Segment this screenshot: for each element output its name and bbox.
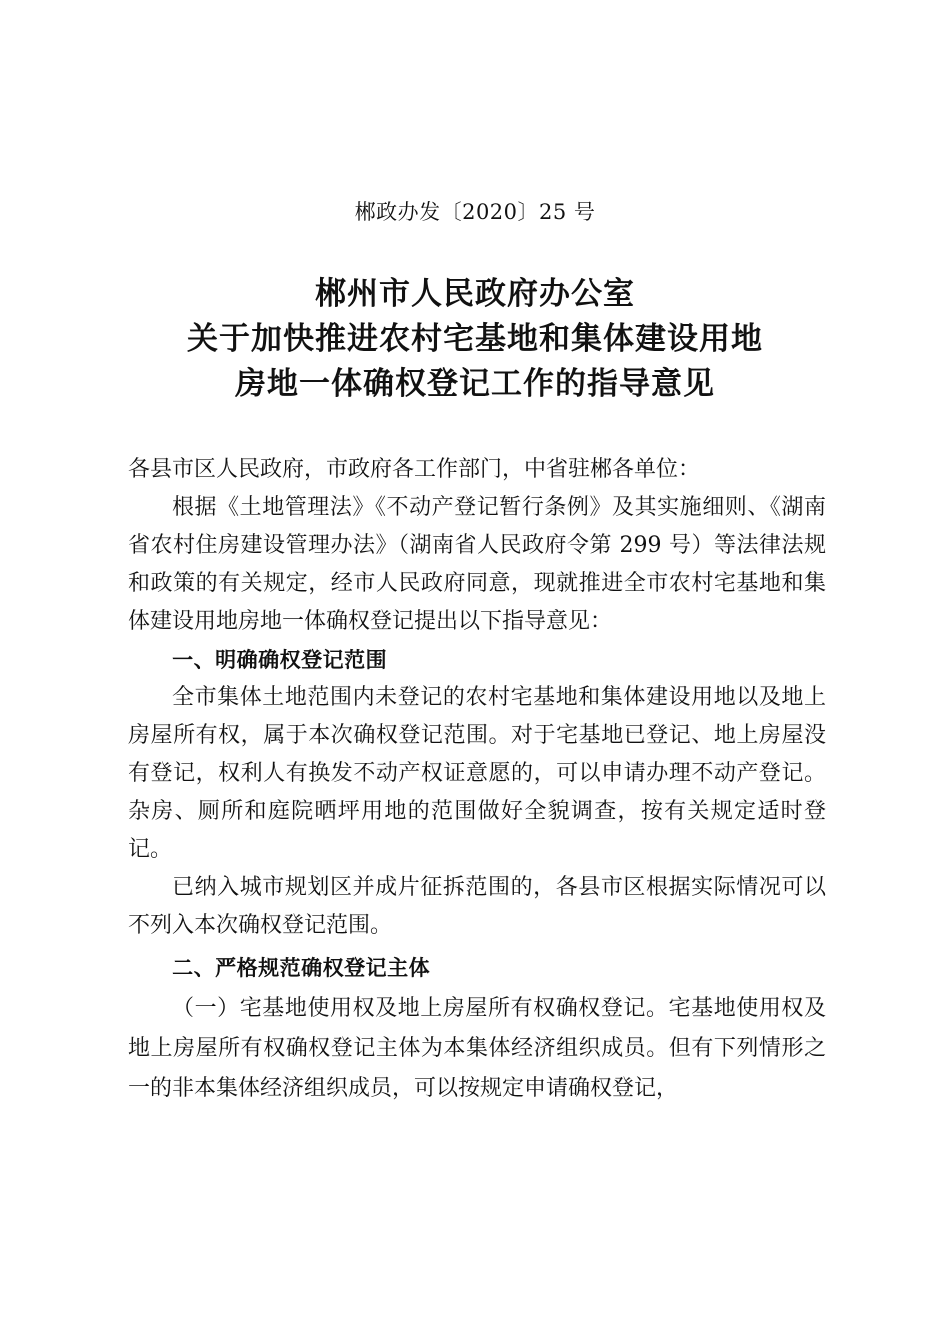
title-line-2: 关于加快推进农村宅基地和集体建设用地	[187, 321, 763, 357]
paragraph-intro: 根据《土地管理法》《不动产登记暂行条例》及其实施细则、《湖南省农村住房建设管理办法》（湖南省人民政府令第 299 号）等法律法规和政策的有关规定，经市人民政府同意，现就推进全市农村宅基地和集体建设用地房地一体确权登记提出以下指导意见：	[128, 495, 826, 634]
document-number: 郴政办发〔2020〕25 号	[354, 200, 596, 224]
paragraph-exclusion: 已纳入城市规划区并成片征拆范围的，各县市区根据实际情况可以不列入本次确权登记范围。	[128, 875, 826, 938]
salutation: 各县市区人民政府，市政府各工作部门，中省驻郴各单位：	[128, 457, 701, 482]
section-heading-1: 一、明确确权登记范围	[172, 648, 388, 672]
document-body	[128, 451, 826, 1109]
title-line-3: 房地一体确权登记工作的指导意见	[235, 366, 715, 402]
paragraph-scope: 全市集体土地范围内未登记的农村宅基地和集体建设用地以及地上房屋所有权，属于本次确权登记范围。对于宅基地已登记、地上房屋没有登记，权利人有换发不动产权证意愿的，可以申请办理不动产登记。杂房、厕所和庭院晒坪用地的范围做好全貌调查，按有关规定适时登记。	[128, 685, 826, 862]
section-heading-2: 二、严格规范确权登记主体	[172, 956, 431, 980]
paragraph-subject: （一）宅基地使用权及地上房屋所有权确权登记。宅基地使用权及地上房屋所有权确权登记主体为本集体经济组织成员。但有下列情形之一的非本集体经济组织成员，可以按规定申请确权登记，	[128, 996, 826, 1101]
document-title	[0, 272, 950, 407]
title-line-1: 郴州市人民政府办公室	[315, 276, 635, 312]
